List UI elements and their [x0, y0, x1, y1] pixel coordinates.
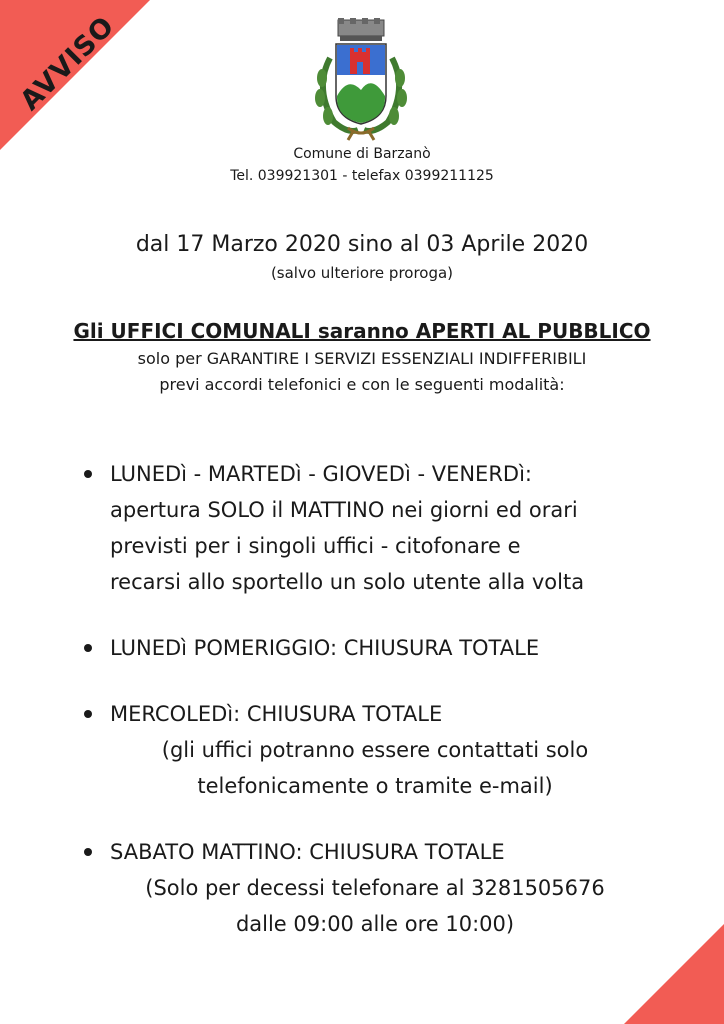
schedule-list — [80, 456, 680, 972]
municipality-header — [0, 143, 724, 187]
schedule-text: recarsi allo sportello un solo utente alla volta — [110, 570, 585, 594]
schedule-text: SABATO MATTINO: CHIUSURA TOTALE — [110, 840, 505, 864]
schedule-note: telefonicamente o tramite e-mail) — [197, 774, 553, 798]
avviso-label: AVVISO — [14, 10, 121, 117]
bullet-icon — [84, 848, 92, 856]
announcement-title: Gli UFFICI COMUNALI saranno APERTI AL PUBBLICO — [73, 319, 651, 343]
schedule-text: previsti per i singoli uffici - citofonare e — [110, 534, 521, 558]
extension-note: (salvo ulteriore proroga) — [270, 264, 454, 282]
municipal-coat-of-arms-icon — [308, 18, 414, 142]
schedule-text: MERCOLEDì: CHIUSURA TOTALE — [110, 702, 443, 726]
list-item — [80, 696, 680, 804]
schedule-note: (Solo per decessi telefonare al 3281505676 — [145, 876, 605, 900]
bullet-icon — [84, 470, 92, 478]
announcement-line-2: previ accordi telefonici e con le seguenti modalità: — [159, 375, 565, 394]
schedule-text: LUNEDì POMERIGGIO: CHIUSURA TOTALE — [110, 636, 540, 660]
list-item — [80, 456, 680, 600]
announcement-line-1: solo per GARANTIRE I SERVIZI ESSENZIALI INDIFFERIBILI — [137, 349, 587, 368]
bullet-icon — [84, 710, 92, 718]
announcement — [0, 316, 724, 398]
contact-numbers: Tel. 039921301 - telefax 0399211125 — [230, 168, 494, 184]
date-range: dal 17 Marzo 2020 sino al 03 Aprile 2020 — [135, 232, 589, 257]
schedule-note: dalle 09:00 alle ore 10:00) — [235, 912, 515, 936]
bullet-icon — [84, 644, 92, 652]
validity-period — [0, 230, 724, 284]
schedule-text: apertura SOLO il MATTINO nei giorni ed orari — [110, 498, 578, 522]
municipality-name: Comune di Barzanò — [293, 146, 431, 162]
schedule-note: (gli uffici potranno essere contattati solo — [161, 738, 589, 762]
schedule-text: LUNEDì - MARTEDì - GIOVEDì - VENERDì: — [110, 462, 532, 486]
list-item — [80, 834, 680, 942]
list-item — [80, 630, 680, 666]
